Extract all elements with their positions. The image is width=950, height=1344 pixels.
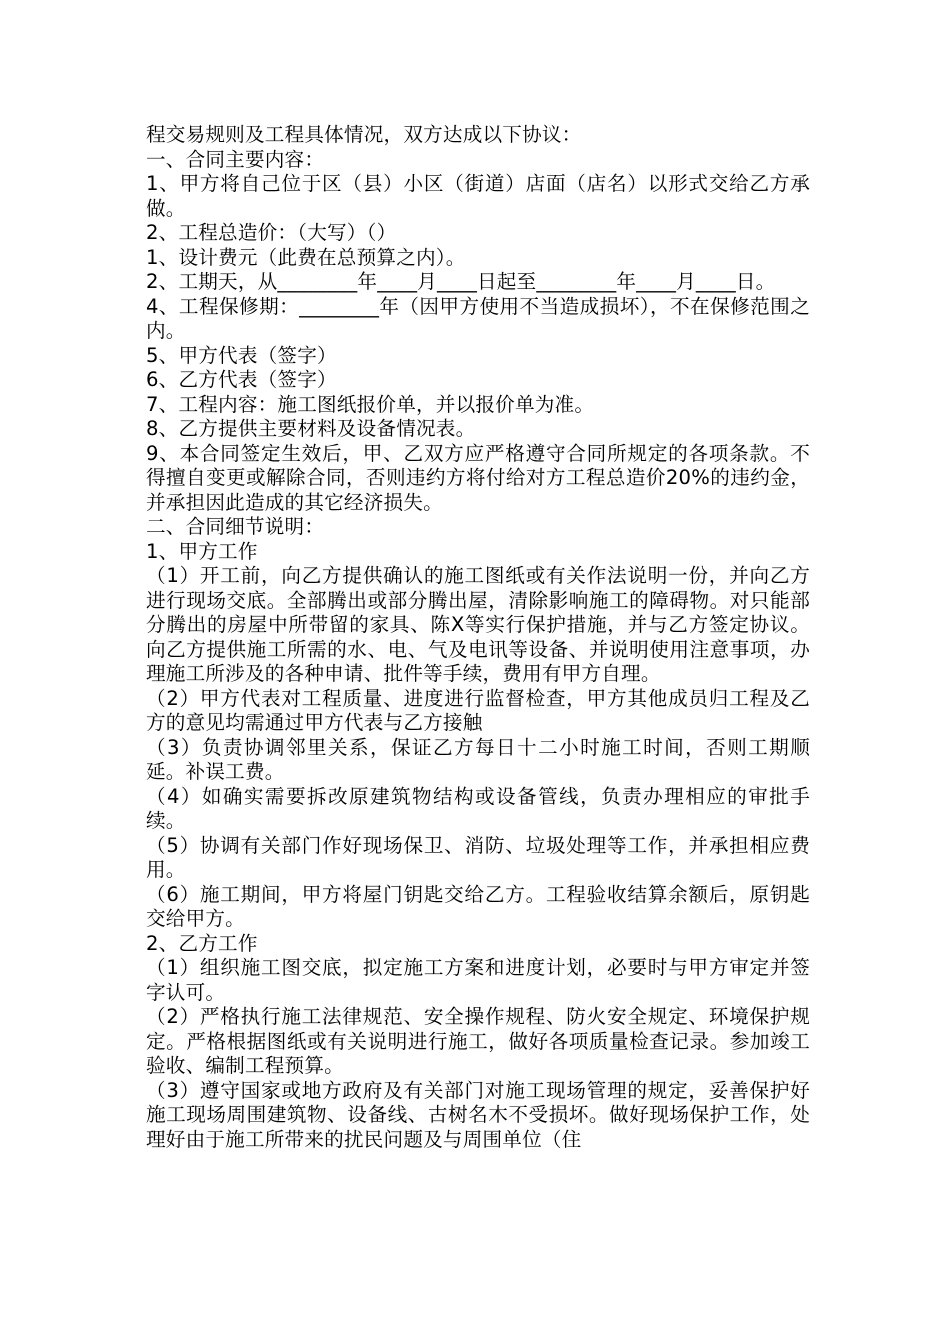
paragraph: （1）开工前，向乙方提供确认的施工图纸或有关作法说明一份，并向乙方进行现场交底。全部腾出或部分腾出屋，清除影响施工的障碍物。对只能部分腾出的房屋中所带留的家具、陈X等实行保护措施，并与乙方签定协议。向乙方提供施工所需的水、电、气及电讯等设备、并说明使用注意事项，办理施工所涉及的各种申请、批件等手续，费用有甲方自理。 — [146, 564, 810, 685]
paragraph: 2、工期天，从________年____月____日起至________年____月____日。 — [146, 270, 776, 293]
paragraph: 7、工程内容：施工图纸报价单，并以报价单为准。 — [146, 392, 595, 416]
subsection-heading: 1、甲方工作 — [146, 539, 258, 563]
paragraph: （3）遵守国家或地方政府及有关部门对施工现场管理的规定，妥善保护好施工现场周围建筑物、设备线、古树名木不受损坏。做好现场保护工作，处理好由于施工所带来的扰民问题及与周围单位（住 — [146, 1078, 810, 1151]
contract-body — [146, 123, 810, 1152]
paragraph: 程交易规则及工程具体情况，双方达成以下协议： — [146, 123, 582, 146]
paragraph: 2、工程总造价：（大写）（） — [146, 221, 397, 244]
paragraph: （2）甲方代表对工程质量、进度进行监督检查，甲方其他成员归工程及乙方的意见均需通过甲方代表与乙方接触 — [146, 686, 810, 734]
paragraph: 6、乙方代表（签字） — [146, 368, 337, 391]
paragraph: （3）负责协调邻里关系，保证乙方每日十二小时施工时间，否则工期顺延。补误工费。 — [146, 735, 810, 783]
paragraph: （2）严格执行施工法律规范、安全操作规程、防火安全规定、环境保护规定。严格根据图纸或有关说明进行施工，做好各项质量检查记录。参加竣工验收、编制工程预算。 — [146, 1005, 810, 1077]
paragraph: （1）组织施工图交底，拟定施工方案和进度计划，必要时与甲方审定并签字认可。 — [146, 956, 810, 1004]
paragraph: （4）如确实需要拆改原建筑物结构或设备管线，负责办理相应的审批手续。 — [146, 784, 810, 832]
subsection-heading: 2、乙方工作 — [146, 931, 258, 955]
paragraph: 9、本合同签定生效后，甲、乙双方应严格遵守合同所规定的各项条款。不得擅自变更或解除合同，否则违约方将付给对方工程总造价20%的违约金，并承担因此造成的其它经济损失。 — [146, 441, 810, 514]
paragraph: （5）协调有关部门作好现场保卫、消防、垃圾处理等工作，并承担相应费用。 — [146, 833, 810, 881]
paragraph: 4、工程保修期：________年（因甲方使用不当造成损坏），不在保修范围之内。 — [146, 294, 810, 342]
paragraph: 8、乙方提供主要材料及设备情况表。 — [146, 417, 476, 440]
paragraph: 1、设计费元（此费在总预算之内）。 — [146, 245, 466, 269]
section-heading: 二、合同细节说明： — [146, 515, 325, 538]
section-heading: 一、合同主要内容： — [146, 147, 325, 171]
paragraph: 1、甲方将自己位于区（县）小区（街道）店面（店名）以形式交给乙方承做。 — [146, 172, 810, 220]
paragraph: 5、甲方代表（签字） — [146, 343, 337, 367]
paragraph: （6）施工期间，甲方将屋门钥匙交给乙方。工程验收结算余额后，原钥匙交给甲方。 — [146, 882, 810, 930]
